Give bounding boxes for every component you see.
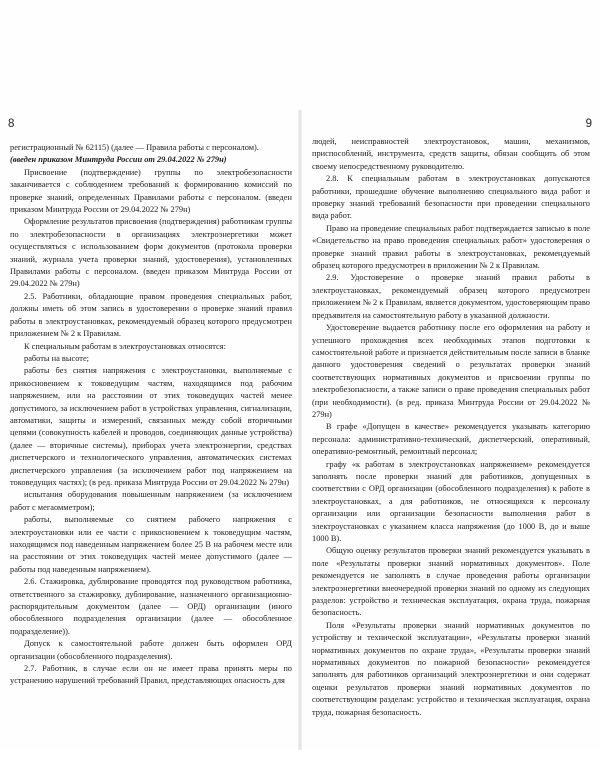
right-page: [300, 118, 600, 758]
paragraph: 2.5. Работники, обладающие правом проведения специальных работ, должны иметь об этом запись в удостоверении о проверке знаний правил работы в электроустановках, рекомендуемый образец которого предусмотрен приложением № 2 к Правилам.: [10, 291, 292, 339]
page-number-left: 8: [8, 118, 15, 130]
paragraph: Общую оценку результатов проверки знаний рекомендуется указывать в поле «Результаты проверки знаний нормативных документов». Поле рекомендуется не заполнять в случае проведения работы организации электроэнергетики внеочередной проверки знаний по одному из следующих разделов: устройство и техническая эксплуатация, охрана труда, пожарная безопасность.: [312, 546, 590, 618]
left-page-text: [10, 142, 292, 688]
paragraph: работы, выполняемые со снятием рабочего напряжения с электроустановки или ее части с прикосновением к токоведущим частям, находящимся под наведенным напряжением более 25 В на рабочем месте или на расстоянии от этих токоведущих частей менее допустимого (далее — работы под наведенным напряжением).: [10, 515, 292, 574]
paragraph: испытания оборудования повышенным напряжением (за исключением работ с мегаомметром);: [10, 490, 292, 512]
paragraph: работы на высоте;: [24, 353, 89, 363]
paragraph: Оформление результатов присвоения (подтверждения) работникам группы по электробезопасности в организациях электроэнергетики может осуществляться с использованием форм документов (протокола проверки знаний, журнала учета проверки знаний, удостоверения), установленных Правилами работы с персоналом. (введен приказом Минтруда России от 29.04.2022 № 279н): [10, 217, 292, 289]
page-number-right: 9: [585, 118, 592, 130]
paragraph: Присвоение (подтверждение) группы по электробезопасности заканчивается с соблюдением требований к формированию комиссий по проверке знаний, определенных Правилами работы с персоналом. (введен приказом Минтруда России от 29.04.2022 № 279н): [10, 167, 292, 215]
paragraph: В графе «Допущен в качестве» рекомендуется указывать категорию персонала: административно-технический, диспетчерский, оперативный, оперативно-ремонтный, ремонтный персонал;: [312, 422, 590, 457]
paragraph: графу «к работам в электроустановках напряжением» рекомендуется заполнять после проверки знаний для работников, допущенных в соответствии с ОРД организации (обособленного подразделения) к работе в электроустановках, а для работников, не относящихся к персоналу организации или организации безопасности выполнения работ в электроустановках с указанием класса напряжения (до 1000 В, до и выше 1000 В).: [312, 459, 590, 543]
paragraph: Допуск к самостоятельной работе должен быть оформлен ОРД организации (обособленного подразделения).: [10, 639, 292, 661]
paragraph: Поля «Результаты проверки знаний нормативных документов по устройству и технической эксплуатации», «Результаты проверки знаний нормативных документов по охране труда», «Результаты проверки знаний нормативных документов по пожарной безопасности» рекомендуется заполнять для работников организаций электроэнергетики и они содержат оценки результатов проверки знаний нормативных документов по соответствующим разделам: устройство и техническая эксплуатация, охрана труда, пожарная безопасность.: [312, 620, 590, 717]
paragraph: Право на проведение специальных работ подтверждается записью в поле «Свидетельство на право проведения специальных работ» удостоверения о проверке знаний правил работы в электроустановках, рекомендуемый образец которого предусмотрен в приложении № 2 к Правилам.: [312, 223, 590, 271]
paragraph: 2.8. К специальным работам в электроустановках допускаются работники, прошедшие обучение выполнению специального вида работ и проверку знаний требований безопасности при проведении специального вида работ.: [312, 174, 590, 221]
right-page-text: [312, 136, 590, 719]
paragraph: 2.7. Работник, в случае если он не имеет права принять меры по устранению нарушений требований Правил, представляющих опасность для: [10, 664, 292, 686]
paragraph: регистрационный № 62115) (далее — Правила работы с персоналом).: [10, 143, 259, 152]
paragraph: 2.9. Удостоверение о проверке знаний правил работы в электроустановках, рекомендуемый образец которого предусмотрен приложением № 2 к Правилам, является документом, удостоверяющим право предъявителя на самостоятельную работу в указанной должности.: [312, 273, 590, 320]
paragraph: К специальным работам в электроустановках относятся:: [24, 341, 226, 351]
paragraph: Удостоверение выдается работнику после его оформления на работу и успешного прохождения всех необходимых этапов подготовки к самостоятельной работе и признается действительным после записи в бланке данного удостоверения сведений о результатах проверки знаний соответствующих нормативных документов и присвоении группы по электробезопасности, а также записи о праве проведения специальных работ (при необходимости). (в ред. приказа Минтруда России от 29.04.2022 № 279н): [312, 323, 590, 419]
paragraph: работы без снятия напряжения с электроустановки, выполняемые с прикосновением к токоведущим частям, находящимся под рабочим напряжением, или на расстоянии от этих токоведущих частей менее допустимого, за исключением работ в устройствах управления, сигнализации, автоматики, защиты и измерений, связанных между собой вторичными цепями (совокупность кабелей и проводов, соединяющих данные устройства) (далее — вторичные системы), приборах учета электроэнергии, средствах диспетчерского и технологического управления, автоматических системах диспетчерского управления (за исключением работ под напряжением на токоведущих частях); (в ред. приказа Минтруда России от 29.04.2022 № 279н): [10, 366, 292, 487]
paragraph: 2.6. Стажировка, дублирование проводятся под руководством работника, ответственного за стажировку, дублирование, назначенного организационно-распорядительным документом (далее — ОРД) организации (иного обособленного подразделения организации (далее — обособленное подразделение)).: [10, 577, 292, 636]
amendment-note: (введен приказом Минтруда России от 29.04.2022 № 279н): [10, 155, 227, 165]
left-page: [0, 118, 300, 758]
paragraph: людей, неисправностей электроустановок, машин, механизмов, приспособлений, инструмента, средств защиты, обязан сообщить об этом своему непосредственному руководителю.: [312, 137, 590, 171]
